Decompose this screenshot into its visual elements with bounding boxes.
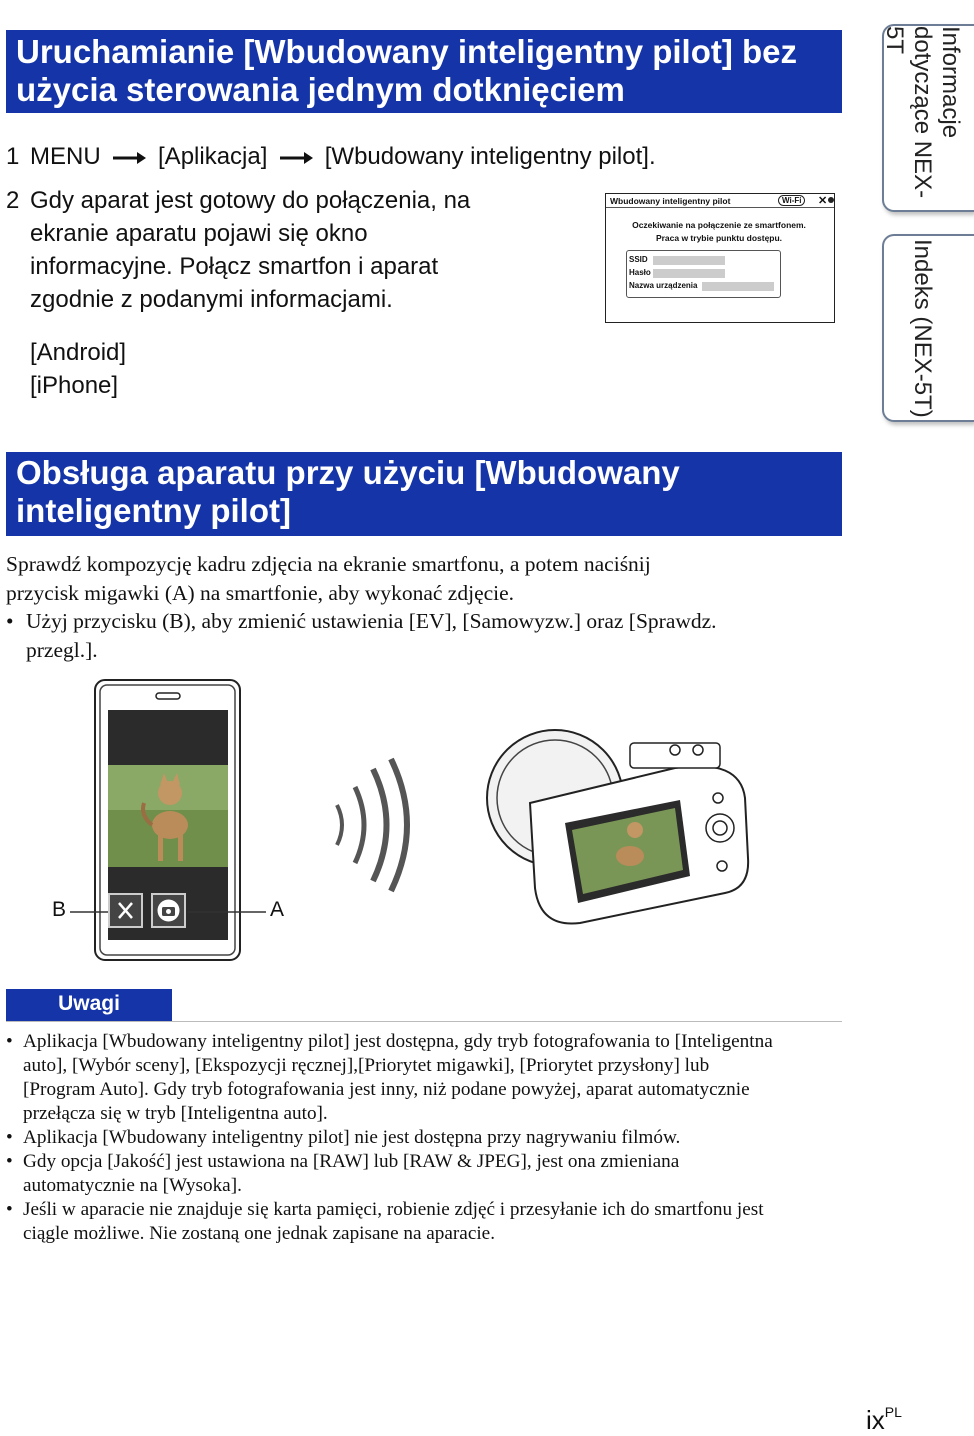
step-2-line: ekranie aparatu pojawi się okno (30, 220, 368, 247)
step-2-line: informacyjne. Połącz smartfon i aparat (30, 253, 439, 280)
step-1-number: 1 (6, 143, 20, 170)
menu-item-pilot: [Wbudowany inteligentny pilot]. (324, 143, 656, 170)
bullet-icon: • (6, 609, 14, 633)
note-line: Aplikacja [Wbudowany inteligentny pilot] jest dostępna, gdy tryb fotografowania to [Inteligentna (23, 1031, 773, 1052)
note-line: [Program Auto]. Gdy tryb fotografowania jest inny, niż podane powyżej, aparat automatycznie (23, 1079, 750, 1100)
note-item (6, 1150, 846, 1198)
step-1 (6, 142, 706, 172)
page-number (866, 1404, 902, 1436)
label-a: A (270, 898, 285, 921)
password-value-placeholder (653, 269, 725, 278)
divider (606, 207, 834, 208)
wireless-signal-icon (325, 755, 420, 895)
side-tab-info[interactable] (882, 24, 974, 212)
section2-bullet (6, 607, 846, 664)
password-label: Hasło (629, 268, 651, 277)
note-line: auto], [Wybór sceny], [Ekspozycji ręcznej],[Priorytet migawki], [Priorytet przysłony] lub (23, 1055, 710, 1076)
ssid-value-placeholder (653, 256, 725, 265)
bullet-icon: • (6, 1127, 13, 1148)
bullet-icon: • (6, 1199, 13, 1220)
page-language: PL (884, 1404, 902, 1420)
step-2 (6, 184, 566, 313)
wifi-icon: Wi-Fi (778, 195, 805, 206)
camera-illustration (470, 728, 755, 928)
arrow-right-icon (278, 151, 314, 165)
side-tab-index-label: Indeks (NEX-5T) (909, 238, 936, 418)
camera-screen-preview (605, 193, 835, 323)
camera-screen-msg1: Oczekiwanie na połączenie ze smartfonem. (632, 220, 806, 230)
side-tab-info-label: Informacje dotyczące NEX-5T (881, 26, 964, 199)
section2-bullet-line: Użyj przycisku (B), aby zmienić ustawienia [EV], [Samowyzw.] oraz [Sprawdz. (26, 609, 717, 633)
bullet-icon: • (6, 1151, 13, 1172)
android-link[interactable]: [Android] (30, 339, 127, 366)
camera-screen-title: Wbudowany inteligentny pilot (610, 196, 731, 206)
section2-body (6, 550, 846, 664)
notes-heading: Uwagi (6, 989, 172, 1021)
label-b: B (52, 898, 67, 921)
callout-lines (64, 909, 274, 915)
section2-title-line2: inteligentny pilot] (16, 492, 291, 529)
note-line: ciągle możliwe. Nie zostaną one jednak zapisane na aparacie. (23, 1223, 495, 1244)
connection-info-box (626, 250, 781, 298)
note-line: automatycznie na [Wysoka]. (23, 1175, 242, 1196)
step-2-number: 2 (6, 187, 20, 214)
section1-title (6, 30, 842, 113)
step-2-line: zgodnie z podanymi informacjami. (30, 286, 393, 313)
note-line: Gdy opcja [Jakość] jest ustawiona na [RAW] lub [RAW & JPEG], jest ona zmieniana (23, 1151, 680, 1172)
menu-label: MENU (30, 143, 101, 170)
section2-para: Sprawdź kompozycję kadru zdjęcia na ekranie smartfonu, a potem naciśnij (6, 552, 651, 576)
arrow-right-icon (111, 151, 147, 165)
ssid-label: SSID (629, 255, 648, 264)
section2-title (6, 452, 842, 536)
side-tab-index[interactable] (882, 234, 974, 422)
section2-bullet-line: przegl.]. (26, 637, 98, 662)
close-icon: ✕ (818, 195, 828, 207)
status-dot-icon (828, 197, 834, 203)
note-item (6, 1198, 846, 1246)
device-value-placeholder (702, 282, 774, 291)
platform-links (30, 336, 126, 402)
step-2-line: Gdy aparat jest gotowy do połączenia, na (30, 187, 471, 214)
section2-para: przycisk migawki (A) na smartfonie, aby wykonać zdjęcie. (6, 580, 515, 605)
note-item (6, 1126, 846, 1150)
note-line: Aplikacja [Wbudowany inteligentny pilot] nie jest dostępna przy nagrywaniu filmów. (23, 1127, 681, 1148)
page-number-value: ix (866, 1405, 885, 1435)
notes-divider (6, 1021, 842, 1022)
iphone-link[interactable]: [iPhone] (30, 372, 119, 399)
note-line: Jeśli w aparacie nie znajduje się karta pamięci, robienie zdjęć i przesyłanie ich do smartfonu jest (23, 1199, 764, 1220)
device-name-label: Nazwa urządzenia (629, 281, 698, 290)
section1-title-line2: użycia sterowania jednym dotknięciem (16, 71, 625, 108)
camera-screen-msg2: Praca w trybie punktu dostępu. (655, 233, 783, 243)
section1-title-line1: Uruchamianie [Wbudowany inteligentny pilot] bez (16, 33, 798, 70)
section2-title-line1: Obsługa aparatu przy użyciu [Wbudowany (16, 454, 680, 491)
note-item (6, 1030, 846, 1126)
bullet-icon: • (6, 1031, 13, 1052)
note-line: przełącza się w tryb [Inteligentna auto]. (23, 1103, 328, 1124)
menu-item-aplikacja: [Aplikacja] (158, 143, 268, 170)
